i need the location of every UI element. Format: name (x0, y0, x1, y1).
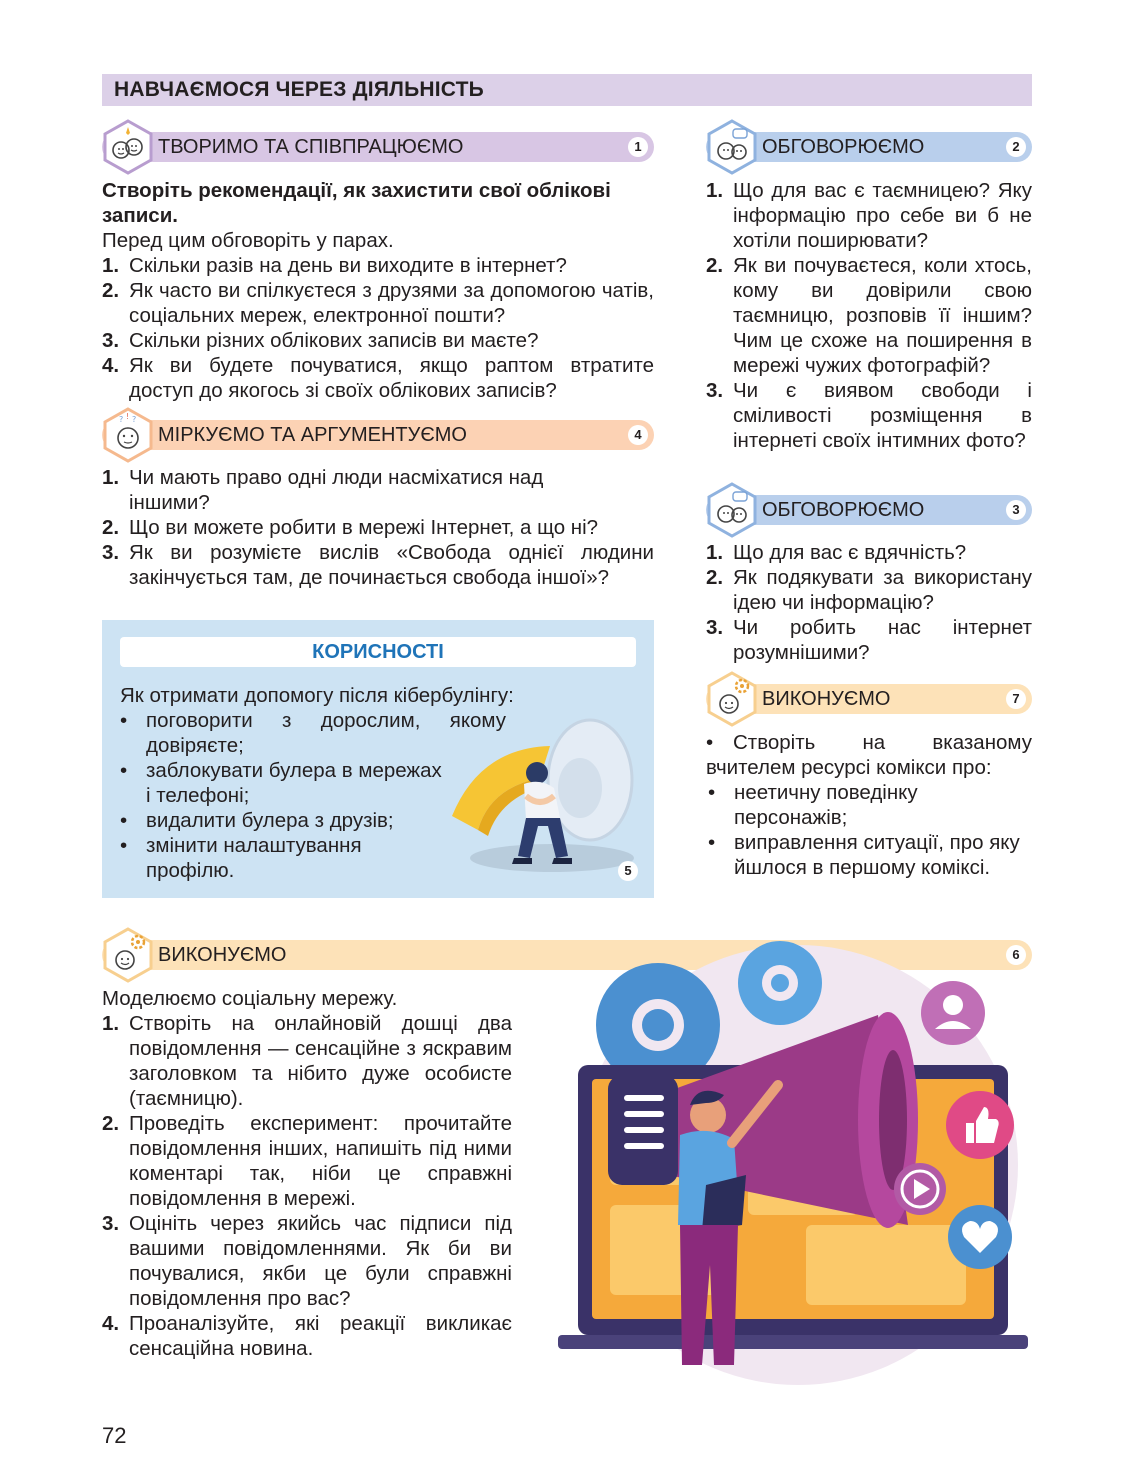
discussion-icon (704, 119, 760, 175)
section-7-body (706, 730, 1032, 880)
section-6-title: ВИКОНУЄМО (158, 944, 287, 966)
list-item: 1. Чи мають право одні люди насміхатися над іншими? (102, 466, 544, 514)
list-item: 2. Проведіть експеримент: прочитайте повідомлення інших, напишіть під ними коментарі так, ніби це справжні повідомлення в мережі. (102, 1112, 512, 1210)
list-item: 4. Як ви будете почуватися, якщо раптом втратите доступ до якогось зі своїх облікових записів? (102, 354, 654, 402)
section-6-number: 6 (1006, 945, 1026, 965)
page-number: 72 (102, 1423, 127, 1448)
team-faces-icon (100, 119, 156, 175)
section-1-number: 1 (628, 137, 648, 157)
section-7-number: 7 (1006, 689, 1026, 709)
section-4-body (102, 465, 654, 590)
section-7-list (706, 780, 1032, 880)
section-3-title: ОБГОВОРЮЄМО (762, 499, 925, 521)
list-item: 2. Як ви почуваєтеся, коли хтось, кому ви довірили свою таємницю, розповів її іншим? Чим це схоже на поширення в мережі чужих фотографій? (706, 254, 1032, 377)
list-item: 3. Чи є виявом свободи і сміливості розміщення в інтернеті своїх інтимних фото? (706, 379, 1032, 452)
section-2-list (706, 178, 1032, 453)
tips-box-intro: Як отримати допомогу після кібербулінгу: (120, 684, 514, 707)
gear-face-icon (100, 927, 156, 983)
svg-text:!: ! (126, 412, 130, 421)
section-3-body (706, 540, 1032, 665)
section-6-intro: Моделюємо соціальну мережу. (102, 987, 398, 1010)
sad-person-illustration (440, 718, 640, 878)
list-item: • виправлення ситуації, про яку йшлося в першому коміксі. (708, 831, 1020, 879)
list-item: 3. Як ви розумієте вислів «Свобода однієї людини закінчується там, де починається свобода іншої»? (102, 541, 654, 589)
section-1-body (102, 178, 654, 403)
gear-face-icon (704, 671, 760, 727)
list-item: 1. Що для вас є таємницею? Яку інформацію про себе ви б не хотіли поширювати? (706, 179, 1032, 252)
section-2-title: ОБГОВОРЮЄМО (762, 136, 925, 158)
tips-box-number: 5 (618, 861, 638, 881)
section-2-body (706, 178, 1032, 453)
user-icon (921, 981, 985, 1045)
section-1-list (102, 253, 654, 403)
discussion-icon (704, 482, 760, 538)
thinking-face-icon (100, 407, 156, 463)
list-item: 2. Що ви можете робити в мережі Інтернет, а що ні? (102, 516, 599, 539)
section-2-number: 2 (1006, 137, 1026, 157)
section-3-list (706, 540, 1032, 665)
section-4-number: 4 (628, 425, 648, 445)
section-1-intro: Перед цим обговоріть у парах. (102, 229, 394, 252)
svg-text:?: ? (132, 415, 137, 424)
list-item: • видалити булера з друзів; (120, 809, 394, 832)
section-6-list (102, 1011, 512, 1361)
section-7-title: ВИКОНУЄМО (762, 688, 891, 710)
list-item: • неетичну поведінку персонажів; (708, 781, 918, 829)
list-item: 4. Проаналізуйте, які реакції викликає сенсаційна новина. (102, 1312, 512, 1360)
svg-text:?: ? (119, 415, 124, 424)
list-item: 1. Створіть на онлайновій дошці два повідомлення — сенсаційне з яскравим заголовком та нібито дуже особисте (таємницю). (102, 1012, 512, 1110)
play-icon (894, 1163, 946, 1215)
section-1-title: ТВОРИМО ТА СПІВПРАЦЮЄМО (158, 136, 464, 158)
social-network-illustration (548, 925, 1028, 1385)
section-7-lead: • Створіть на вказаному вчителем ресурсі комікси про: (706, 731, 1032, 779)
section-4-list (102, 465, 654, 590)
section-3-number: 3 (1006, 500, 1026, 520)
section-1-header (102, 132, 654, 162)
list-item: 3. Чи робить нас інтернет розумнішими? (706, 616, 1032, 664)
list-item: 3. Скільки різних облікових записів ви маєте? (102, 329, 539, 352)
section-4-header (102, 420, 654, 450)
list-item: • поговорити з дорослим, якому довіряєте; (120, 709, 506, 757)
list-item: 2. Як подякувати за використану ідею чи інформацію? (706, 566, 1032, 614)
list-item: • змінити налаштування профілю. (120, 834, 362, 882)
like-icon (946, 1091, 1014, 1159)
list-item: • заблокувати булера в мережах і телефоні; (120, 759, 442, 807)
list-item: 1. Що для вас є вдячність? (706, 541, 967, 564)
list-item: 1. Скільки разів на день ви виходите в інтернет? (102, 254, 567, 277)
section-1-task: Створіть рекомендації, як захистити свої облікові записи. (102, 179, 611, 227)
heart-icon (948, 1205, 1012, 1269)
list-item: 2. Як часто ви спілкуєтеся з друзями за допомогою чатів, соціальних мереж, електронної пошти? (102, 279, 654, 327)
list-item: 3. Оцініть через якийсь час підписи під вашими повідомленнями. Як би ви почувалися, якби це були справжні повідомлення про вас? (102, 1212, 512, 1310)
page-banner: НАВЧАЄМОСЯ ЧЕРЕЗ ДІЯЛЬНІСТЬ (102, 74, 1032, 106)
section-6-body (102, 986, 512, 1361)
gear-icon (738, 941, 822, 1025)
section-4-title: МІРКУЄМО ТА АРГУМЕНТУЄМО (158, 424, 467, 446)
tips-box-title: КОРИСНОСТІ (120, 637, 636, 667)
